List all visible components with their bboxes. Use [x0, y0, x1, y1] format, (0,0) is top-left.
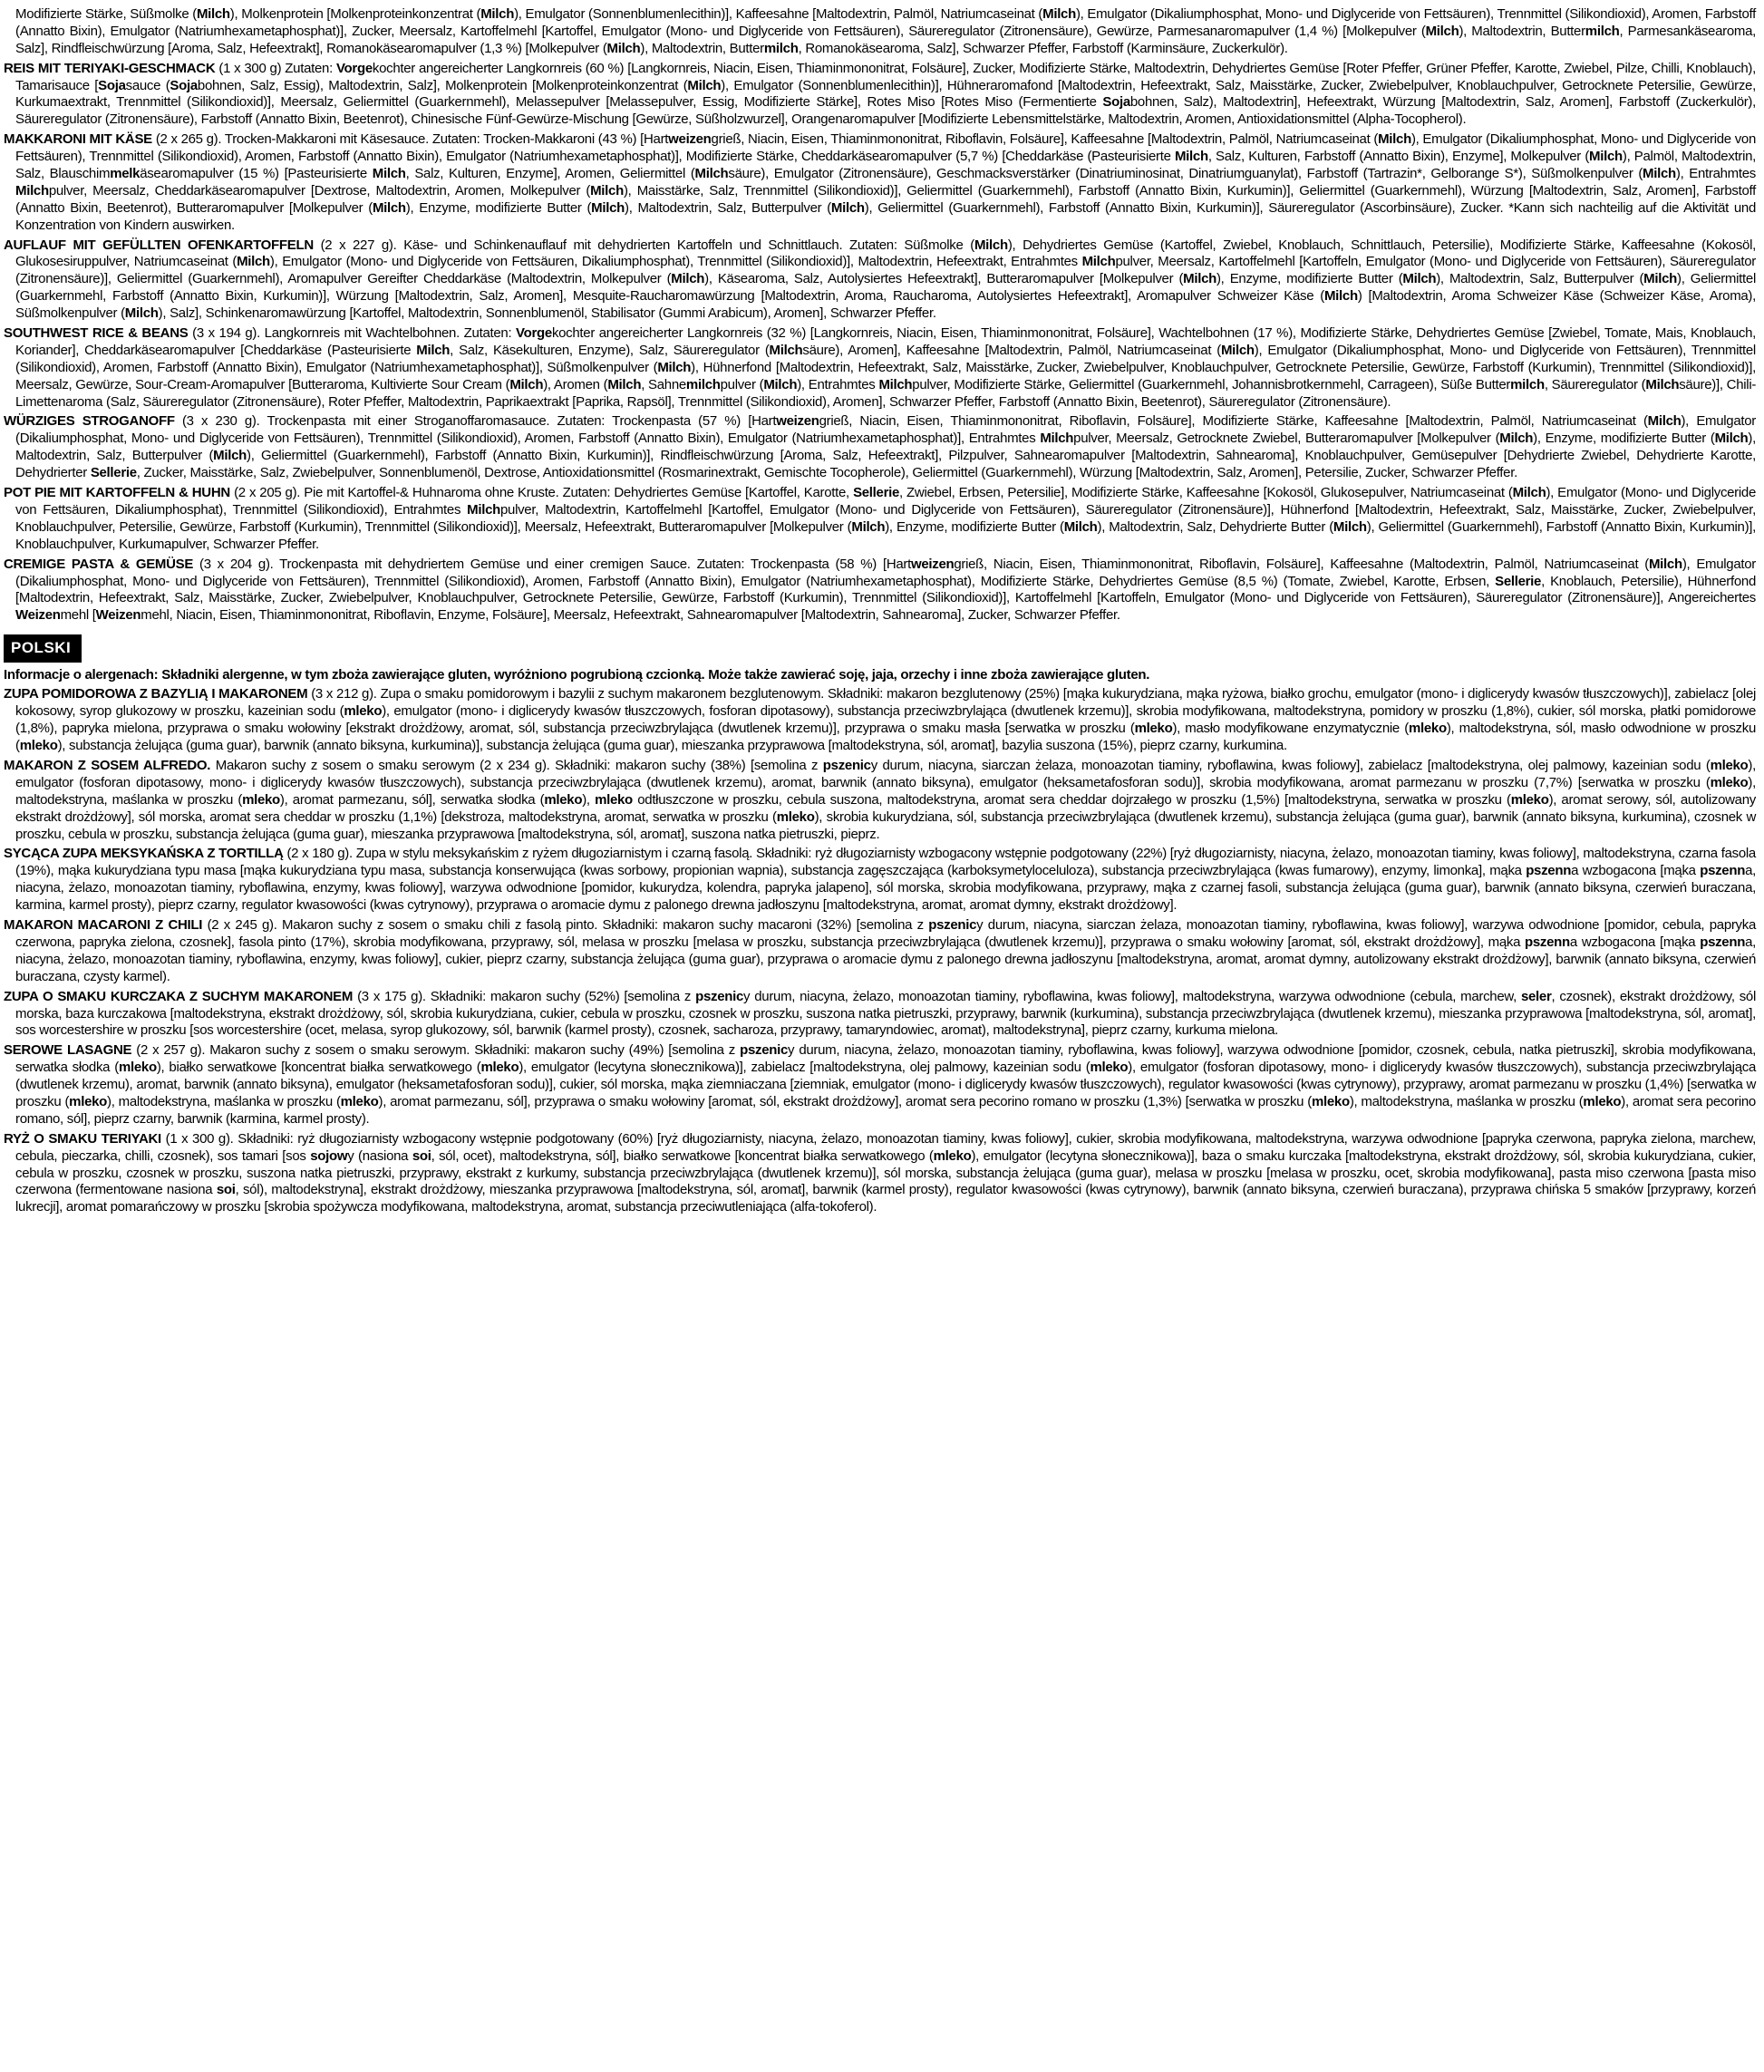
product-paragraph: [4, 485, 1756, 554]
product-title: ZUPA POMIDOROWA Z BAZYLIĄ I MAKARONEM: [4, 686, 308, 702]
product-paragraph: [4, 917, 1756, 986]
polski-language-badge-label: POLSKI: [11, 639, 72, 657]
ingredients-text: (3 x 204 g). Trockenpasta mit dehydriertem Gemüse und einer cremigen Sauce. Zutaten: Trockenpasta (58 %) [Hartweizengrieß, Niacin, Eisen, Thiaminmononitrat, Riboflavin, Folsäure], Kaffeesahne (Maltodextrin, Palmöl, Natriumcaseinat (Milch), Emulgator (Dikaliumphosphat, Mono- und Diglyceride von Fettsäuren), Trennmittel (Silikondioxid), Aromen, Farbstoff (Annatto Bixin), Emulgator (Natriumhexametaphosphat), Modifizierte Stärke, Dehydriertes Gemüse (8,5 %) (Tomate, Zwiebel, Karotte, Erbsen, Sellerie, Knoblauch, Petersilie), Hühnerfond [Maltodextrin, Hefeextrakt, Salz, Maisstärke, Zucker, Zwiebelpulver, Knoblauchpulver, Getrocknete Petersilie, Gewürze, Farbstoff (Kurkumin), Trennmittel (Silikondioxid)], Kartoffelmehl [Kartoffeln, Emulgator (Mono- und Diglyceride von Fettsäuren), Säureregulator (Zitronensäure)], Angereichertes Weizenmehl [Weizenmehl, Niacin, Eisen, Thiaminmononitrat, Riboflavin, Enzyme, Folsäure], Meersalz, Hefeextrakt, Sahnearomapulver [Maltodextrin, Sahnearoma], Zucker, Schwarzer Pfeffer.: [15, 556, 1756, 624]
ingredients-text: (3 x 212 g). Zupa o smaku pomidorowym i bazylii z suchym makaronem bezglutenowym. Składniki: makaron bezglutenowy (25%) [mąka kukurydziana, mąka ryżowa, białko grochu, emulgator (mono- i diglicerydy kwasów tłuszczowych)], zabielacz [olej kokosowy, syrop glukozowy w proszku, kazeinian sodu (mleko), emulgator (mono- i diglicerydy kwasów tłuszczowych, fosforan dipotasowy), substancja przeciwzbrylająca (dwutlenek krzemu)], skrobia modyfikowana, maltodekstryna, pomidory w proszku (1,8%), cukier, sól morska, płatki pomidorowe (1,8%), papryka mielona, przyprawa o smaku wołowiny [ekstrakt drożdżowy, aromat, sól, substancja przeciwzbrylająca (dwutlenek krzemu)], przyprawa o smaku masła [serwatka w proszku (mleko), masło modyfikowane enzymatycznie (mleko), maltodekstryna, sól, masło odwodnione w proszku (mleko), substancja żelująca (guma guar), barwnik (annato biksyna, kurkumina)], substancja żelująca (guma guar), mieszanka przyprawowa [maltodekstryna, sól, aromat], bazylia suszona (15%), pieprz czarny, kurkumina.: [15, 686, 1757, 754]
product-title: SYCĄCA ZUPA MEKSYKAŃSKA Z TORTILLĄ: [4, 846, 284, 862]
product-title: POT PIE MIT KARTOFFELN & HUHN: [4, 485, 230, 501]
product-title: ZUPA O SMAKU KURCZAKA Z SUCHYM MAKARONEM: [4, 988, 354, 1004]
german-ingredients-section: [4, 6, 1756, 625]
polski-language-badge: [4, 634, 82, 662]
product-title: MAKARON MACARONI Z CHILI: [4, 917, 203, 934]
ingredients-text: (3 x 175 g). Składniki: makaron suchy (52%) [semolina z pszenicy durum, niacyna, żelazo, monoazotan tiaminy, ryboflawina, kwas foliowy], maltodekstryna, warzywa odwodnione (cebula, marchew, seler, czosnek), ekstrakt drożdżowy, sól morska, baza kurczakowa [maltodekstryna, ekstrakt drożdżowy, sól, skrobia kukurydziana, cukier, cebula w proszku, czosnek w proszku, suszona natka pietruszki, przyprawy, barwnik (kurkumina), substancja przeciwzbrylająca (dwutlenek krzemu), mieszanka przyprawowa [maltodekstryna, sól, aromat], sos worcestershire w proszku [sos worcestershire (ocet, melasa, syrop glukozowy, sól, barwnik (karmel prosty), czosnek, sacharoza, przyprawy, tamaryndowiec, aromat), maltodekstryna], pieprz czarny, kurkuma mielona.: [15, 988, 1757, 1039]
ingredients-text: Modifizierte Stärke, Süßmolke (Milch), Molkenprotein [Molkenproteinkonzentrat (Milch), Emulgator (Sonnenblumenlecithin)], Kaffeesahne [Maltodextrin, Palmöl, Natriumcaseinat (Milch), Emulgator (Dikaliumphosphat, Mono- und Diglyceride von Fettsäuren), Trennmittel (Silikondioxid), Aromen, Farbstoff (Annatto Bixin), Emulgator (Natriumhexametaphosphat)], Zucker, Meersalz, Kartoffelmehl [Kartoffel, Emulgator (Mono- und Diglyceride von Fettsäuren), Säureregulator (Zitronensäure), Gewürze, Parmesanaromapulver (1,4 %) [Molkepulver (Milch), Maltodextrin, Buttermilch, Parmesankäsearoma, Salz], Rindfleischwürzung [Aroma, Salz, Hefeextrakt], Romanokäsearomapulver (1,3 %) [Molkepulver (Milch), Maltodextrin, Buttermilch, Romanokäsearoma, Salz], Schwarzer Pfeffer, Farbstoff (Karminsäure, Zuckerkulör).: [15, 6, 1756, 56]
ingredients-text: (2 x 227 g). Käse- und Schinkenauflauf mit dehydrierten Kartoffeln und Schnittlauch. Zutaten: Süßmolke (Milch), Dehydriertes Gemüse (Kartoffel, Zwiebel, Knoblauch, Schnittlauch, Petersilie), Modifizierte Stärke, Kaffeesahne (Kokosöl, Glukosesiruppulver, Natriumcaseinat (Milch), Emulgator (Mono- und Diglyceride von Fettsäuren, Dikaliumphosphat), Trennmittel (Silikondioxid)], Maltodextrin, Hefeextrakt, Entrahmtes Milchpulver, Meersalz, Kartoffelmehl [Kartoffeln, Emulgator (Mono- und Diglyceride von Fettsäuren), Säureregulator (Zitronensäure)], Geliermittel (Guarkernmehl), Aromapulver Gereifter Cheddarkäse (Maltodextrin, Molkepulver (Milch), Käsearoma, Salz, Autolysiertes Hefeextrakt], Butteraromapulver [Molkepulver (Milch), Enzyme, modifizierte Butter (Milch), Maltodextrin, Salz, Butterpulver (Milch), Geliermittel (Guarkernmehl, Farbstoff (Annatto Bixin, Kurkumin)], Würzung [Maltodextrin, Salz, Aromen], Mesquite-Raucharomawürzung [Maltodextrin, Aroma, Raucharoma, Autolysiertes Hefeextrakt], Aromapulver Schweizer Käse (Milch) [Maltodextrin, Aroma Schweizer Käse (Schweizer Käse, Aroma), Süßmolkenpulver (Milch), Salz], Schinkenaromawürzung [Kartoffel, Maltodextrin, Sonnenblumenöl, Stabilisator (Gummi Arabicum), Aromen], Schwarzer Pfeffer.: [15, 237, 1756, 322]
product-paragraph: [4, 1042, 1756, 1128]
ingredients-text: (3 x 230 g). Trockenpasta mit einer Stroganoffaromasauce. Zutaten: Trockenpasta (57 %) [Hartweizengrieß, Niacin, Eisen, Thiaminmononitrat, Riboflavin, Folsäure], Modifizierte Stärke, Kaffeesahne [Maltodextrin, Palmöl, Natriumcaseinat (Milch), Emulgator (Dikaliumphosphat, Mono- und Diglyceride von Fettsäuren), Trennmittel (Silikondioxid), Aromen, Farbstoff (Annatto Bixin), Emulgator (Natriumhexametaphosphat)], Entrahmtes Milchpulver, Meersalz, Getrocknete Zwiebel, Butteraromapulver [Molkepulver (Milch), Enzyme, modifizierte Butter (Milch), Maltodextrin, Salz, Butterpulver (Milch), Geliermittel (Guarkernmehl), Farbstoff (Annatto Bixin, Kurkumin)], Rindfleischwürzung [Aroma, Salz, Hefeextrakt], Pilzpulver, Sahnearomapulver [Maltodextrin, Sahnearoma], Knoblauchpulver, Gemüsepulver [Dehydrierte Zwiebel, Dehydrierte Karotte, Dehydrierter Sellerie, Zucker, Maisstärke, Salz, Zwiebelpulver, Sonnenblumenöl, Dextrose, Antioxidationsmittel (Rosmarinextrakt, Gemischte Tocopherole), Geliermittel (Guarkernmehl), Würzung [Maltodextrin, Salz, Aromen], Petersilie, Zucker, Schwarzer Pfeffer.: [15, 413, 1757, 481]
ingredients-text: (2 x 265 g). Trocken-Makkaroni mit Käsesauce. Zutaten: Trocken-Makkaroni (43 %) [Hartweizengrieß, Niacin, Eisen, Thiaminmononitrat, Riboflavin, Folsäure], Kaffeesahne [Maltodextrin, Palmöl, Natriumcaseinat (Milch), Emulgator (Dikaliumphosphat, Mono- und Diglyceride von Fettsäuren), Trennmittel (Silikondioxid), Aromen, Farbstoff (Annatto Bixin), Emulgator (Natriumhexametaphosphat)], Modifizierte Stärke, Cheddarkäsearomapulver (5,7 %) [Cheddarkäse (Pasteurisierte Milch, Salz, Kulturen, Farbstoff (Annatto Bixin), Enzyme], Molkepulver (Milch), Palmöl, Maltodextrin, Salz, Blauschimmelkäsearomapulver (15 %) [Pasteurisierte Milch, Salz, Kulturen, Enzyme], Aromen, Geliermittel (Milchsäure), Emulgator (Zitronensäure), Geschmacksverstärker (Dinatriuminosinat, Dinatriumguanylat), Farbstoff (Tartrazin*, Gelborange S*), Süßmolkenpulver (Milch), Entrahmtes Milchpulver, Meersalz, Cheddarkäsearomapulver [Dextrose, Maltodextrin, Aromen, Molkepulver (Milch), Maisstärke, Salz, Trennmittel (Silikondioxid)], Geliermittel (Guarkernmehl), Farbstoff (Annatto Bixin, Kurkumin)], Geliermittel (Guarkernmehl), Würzung [Maltodextrin, Salz, Aromen], Farbstoff (Annatto Bixin, Beetenrot), Butteraromapulver [Molkepulver (Milch), Enzyme, modifizierte Butter (Milch), Maltodextrin, Salz, Butterpulver (Milch), Geliermittel (Guarkernmehl), Farbstoff (Annatto Bixin, Kurkumin)], Säureregulator (Ascorbinsäure), Zucker. *Kann sich nachteilig auf die Aktivität und Konzentration von Kindern auswirken.: [15, 131, 1757, 233]
ingredients-text: (2 x 257 g). Makaron suchy z sosem o smaku serowym. Składniki: makaron suchy (49%) [semolina z pszenicy durum, niacyna, żelazo, monoazotan tiaminy, ryboflawina, kwas foliowy], warzywa odwodnione [pomidor, czosnek, cebula, natka pietruszki], skrobia modyfikowana, serwatka słodka (mleko), białko serwatkowe [koncentrat białka serwatkowego (mleko), emulgator (lecytyna słonecznikowa)], zabielacz [maltodekstryna, olej palmowy, kazeinian sodu (mleko), emulgator (fosforan dipotasowy, mono- i diglicerydy kwasów tłuszczowych), substancja przeciwzbrylająca (dwutlenek krzemu), aromat, barwnik (annato biksyna), emulgator (heksametafosforan sodu)], cukier, sól morska, mąka ziemniaczana [ziemniak, emulgator (mono- i diglicerydy kwasów tłuszczowych), regulator kwasowości (kwas cytrynowy), przyprawy, aromat parmezanu w proszku (1,4%) [serwatka w proszku (mleko), maltodekstryna, maślanka w proszku (mleko), aromat parmezanu, sól], przyprawa o smaku wołowiny [aromat, sól, ekstrakt drożdżowy], aromat sera pecorino romano w proszku (1,3%) [serwatka w proszku (mleko), maltodekstryna, maślanka w proszku (mleko), aromat sera pecorino romano, sól], pieprz czarny, barwnik (karmina, karmel prosty).: [15, 1042, 1756, 1127]
ingredients-text: (1 x 300 g). Składniki: ryż długoziarnisty wzbogacony wstępnie podgotowany (60%) [ryż długoziarnisty, niacyna, żelazo, monoazotan tiaminy, kwas foliowy], cukier, skrobia modyfikowana, maltodekstryna, warzywa odwodnione [papryka czerwona, papryka zielona, marchew, cebula, pieczarka, chilli, czosnek), sos tamari [sos sojowy (nasiona soi, sól, ocet), maltodekstryna, sól], białko serwatkowe [koncentrat białka serwatkowego (mleko), emulgator (lecytyna słonecznikowa)], baza o smaku kurczaka [maltodekstryna, ekstrakt drożdżowy, sól, skrobia kukurydziana, cukier, cebula w proszku, czosnek w proszku, suszona natka pietruszki, przyprawy, ekstrakt z kurkumy, substancja przeciwzbrylająca (dwutlenek krzemu)], sól morska, substancja żelująca (guma guar), melasa w proszku [melasa w proszku, ocet, skrobia modyfikowana], pasta miso czerwona [pasta miso czerwona (fermentowane nasiona soi, sól), maltodekstryna], ekstrakt drożdżowy, mieszanka przyprawowa [maltodekstryna, sól, aromat], barwnik (karmel prosty), regulator kwasowości (kwas cytrynowy), barwnik (annato biksyna, czerwień buraczana), przyprawa chińska 5 smaków [przyprawy, korzeń lukrecji], aromat pomarańczowy w proszku [skrobia spożywcza modyfikowana, maltodekstryna, aromat, substancja przeciwutleniająca (alfa-tokoferol).: [15, 1130, 1756, 1215]
ingredients-text: (1 x 300 g) Zutaten: Vorgekochter angereicherter Langkornreis (60 %) [Langkornreis, Niacin, Eisen, Thiaminmononitrat, Folsäure], Zucker, Modifizierte Stärke, Maltodextrin, Dehydriertes Gemüse [Roter Pfeffer, Grüner Pfeffer, Karotte, Zwiebel, Pilze, Chilli, Knoblauch), Tamarisauce [Sojasauce (Sojabohnen, Salz, Essig), Maltodextrin, Salz], Molkenprotein [Molkenproteinkonzentrat (Milch), Emulgator (Sonnenblumenlecithin)], Hühneraromafond [Maltodextrin, Hefeextrakt, Salz, Maisstärke, Zucker, Zwiebelpulver, Knoblauchpulver, Getrocknete Petersilie, Gewürze, Kurkumaextrakt, Trennmittel (Silikondioxid)], Meersalz, Geliermittel (Guarkernmehl), Melassepulver [Melassepulver, Essig, Modifizierte Stärke], Rotes Miso [Rotes Miso (Fermentierte Sojabohnen, Salz), Maltodextrin], Hefeextrakt, Würzung [Maltodextrin, Salz, Aromen], Farbstoff (Zuckerkulör), Säureregulator (Zitronensäure), Farbstoff (Annatto Bixin, Beetenrot), Chinesische Fünf-Gewürze-Mischung [Gewürze, Süßholzwurzel], Orangenaromapulver [Modifizierte Lebensmittelstärke, Maltodextrin, Aromen, Antioxidationsmittel (Alpha-Tocopherol).: [15, 60, 1756, 128]
ingredients-text: (2 x 245 g). Makaron suchy z sosem o smaku chili z fasolą pinto. Składniki: makaron suchy macaroni (32%) [semolina z pszenicy durum, niacyna, siarczan żelaza, monoazotan tiaminy, ryboflawina, kwas foliowy], warzywa odwodnione [pomidor, cebula, papryka czerwona, papryka zielona, czosnek], fasola pinto (17%), skrobia modyfikowana, przyprawy, sól, melasa w proszku [melasa w proszku, substancja przeciwzbrylająca (dwutlenek krzemu)], przyprawa o smaku wołowiny [aromat, sól, ekstrakt drożdżowy], mąka pszenna wzbogacona [mąka pszenna, niacyna, żelazo, monoazotan tiaminy, ryboflawina, enzymy, kwas foliowy], cukier, pieprz czarny, substancja żelująca (guma guar), przyprawa o aromacie dymu z palonego drewna jadłoszynu [maltodekstryna, aromat, aromat dymny, autolizowany ekstrakt drożdżowy], barwnik (annato biksyna, czerwień buraczana, czysty karmel).: [15, 917, 1756, 984]
ingredients-text: (3 x 194 g). Langkornreis mit Wachtelbohnen. Zutaten: Vorgekochter angereicherter Langkornreis (32 %) [Langkornreis, Niacin, Eisen, Thiaminmononitrat, Folsäure], Wachtelbohnen (17 %), Modifizierte Stärke, Dehydriertes Gemüse [Zwiebel, Tomate, Mais, Knoblauch, Koriander], Cheddarkäsearomapulver [Cheddarkäse (Pasteurisierte Milch, Salz, Käsekulturen, Enzyme), Salz, Säureregulator (Milchsäure), Aromen], Kaffeesahne [Maltodextrin, Palmöl, Natriumcaseinat (Milch), Emulgator (Dikaliumphosphat, Mono- und Diglyceride von Fettsäuren), Trennmittel (Silikondioxid), Aromen, Farbstoff (Annatto Bixin), Emulgator (Natriumhexametaphosphat)], Süßmolkenpulver (Milch), Hühnerfond [Maltodextrin, Hefeextrakt, Salz, Maisstärke, Zucker, Zwiebelpulver, Knoblauchpulver, Getrocknete Petersilie, Gewürze, Farbstoff (Kurkumin), Trennmittel (Silikondioxid)], Meersalz, Gewürze, Sour-Cream-Aromapulver [Butteraroma, Kultivierte Sour Cream (Milch), Aromen (Milch, Sahnemilchpulver (Milch), Entrahmtes Milchpulver, Modifizierte Stärke, Geliermittel (Guarkernmehl, Johannisbrotkernmehl, Carrageen), Süße Buttermilch, Säureregulator (Milchsäure)], Chili-Limettenaroma (Salz, Säureregulator (Zitronensäure), Roter Pfeffer, Maltodextrin, Paprikaextrakt [Paprika, Rapsöl], Trennmittel (Silikondioxid), Aromen], Schwarzer Pfeffer, Farbstoff (Annatto Bixin, Beetenrot), Säureregulator (Zitronensäure).: [15, 325, 1757, 410]
continued-paragraph: [4, 6, 1756, 58]
product-title: CREMIGE PASTA & GEMÜSE: [4, 556, 194, 572]
product-title: WÜRZIGES STROGANOFF: [4, 413, 175, 430]
product-paragraph: [4, 131, 1756, 234]
product-paragraph: [4, 1131, 1756, 1216]
ingredients-text: Makaron suchy z sosem o smaku serowym (2 x 234 g). Składniki: makaron suchy (38%) [semolina z pszenicy durum, niacyna, siarczan żelaza, monoazotan tiaminy, ryboflawina, kwas foliowy], zabielacz [maltodekstryna, olej palmowy, kazeinian sodu (mleko), emulgator (fosforan dipotasowy, mono- i diglicerydy kwasów tłuszczowych), substancja przeciwzbrylająca (dwutlenek krzemu), aromat, barwnik (annato biksyna), emulgator (heksametafosforan sodu)], skrobia modyfikowana, aromat parmezanu w proszku (7,7%) [serwatka w proszku (mleko), maltodekstryna, maślanka w proszku (mleko), aromat parmezanu, sól], serwatka słodka (mleko), mleko odtłuszczone w proszku, cebula suszona, maltodekstryna, aromat sera cheddar dojrzałego w proszku (1,5%) [maltodekstryna, serwatka w proszku (mleko), aromat serowy, sól, autolizowany ekstrakt drożdżowy], sól morska, aromat sera cheddar w proszku (1,1%) [dekstroza, maltodekstryna, aromat, serwatka w proszku (mleko), skrobia kukurydziana, sól, substancja przeciwzbrylająca (dwutlenek krzemu), substancja żelująca (guma guar), barwnik (annato biksyna, kurkumina), czosnek w proszku, cebula w proszku, substancja żelująca (guma guar), mieszanka przyprawowa [maltodekstryna, sól, aromat], suszona natka pietruszki, pieprz.: [15, 758, 1756, 842]
product-title: MAKARON Z SOSEM ALFREDO.: [4, 758, 211, 774]
product-paragraph: [4, 237, 1756, 323]
product-title: SOUTHWEST RICE & BEANS: [4, 325, 189, 342]
product-paragraph: [4, 758, 1756, 843]
product-title: AUFLAUF MIT GEFÜLLTEN OFENKARTOFFELN: [4, 237, 314, 253]
product-paragraph: [4, 846, 1756, 915]
ingredients-text: (2 x 180 g). Zupa w stylu meksykańskim z ryżem długoziarnistym i czarną fasolą. Składniki: ryż długoziarnisty wzbogacony wstępnie podgotowany (22%) [ryż długoziarnisty, niacyna, żelazo, monoazotan tiaminy, kwas foliowy], maltodekstryna, czarna fasola (19%), mąka kukurydziana typu masa [mąka kukurydziana typu masa, substancja konserwująca (kwas sorbowy, propionian wapnia), substancja zagęszczająca (karboksymetyloceluloza), substancja przeciwzbrylająca (kwas fumarowy), enzymy, limonka], mąka pszenna wzbogacona [mąka pszenna, niacyna, żelazo, monoazotan tiaminy, ryboflawina, enzymy, kwas foliowy], warzywa odwodnione [pomidor, kukurydza, kolendra, papryka jalapeno], sól morska, skrobia modyfikowana, przyprawy, mąka z czarnej fasoli, substancja żelująca (guma guar), barwnik (annato biksyna, czerwień buraczana, karmina, karmel prosty), pieprz czarny, regulator kwasowości (kwas cytrynowy), przyprawa o aromacie dymu z palonego drewna jadłoszynu [maltodekstryna, aromat, aromat dymny, ekstrakt drożdżowy].: [15, 846, 1756, 914]
product-paragraph: [4, 325, 1756, 411]
product-title: RYŻ O SMAKU TERIYAKI: [4, 1130, 161, 1147]
polish-ingredients-section: [4, 686, 1756, 1216]
product-title: MAKKARONI MIT KÄSE: [4, 131, 152, 148]
product-title: SEROWE LASAGNE: [4, 1042, 132, 1059]
product-paragraph: [4, 413, 1756, 482]
ingredients-text: (2 x 205 g). Pie mit Kartoffel-& Huhnaroma ohne Kruste. Zutaten: Dehydriertes Gemüse [Kartoffel, Karotte, Sellerie, Zwiebel, Erbsen, Petersilie], Modifizierte Stärke, Kaffeesahne [Kokosöl, Glukosepulver, Natriumcaseinat (Milch), Emulgator (Mono- und Diglyceride von Fettsäuren, Dikaliumphosphat), Trennmittel (Silikondioxid), Entrahmtes Milchpulver, Maltodextrin, Kartoffelmehl [Kartoffel, Emulgator (Mono- und Diglyceride von Fettsäuren), Säureregulator (Zitronensäure)], Hühnerfond [Maltodextrin, Hefeextrakt, Salz, Maisstärke, Zucker, Zwiebelpulver, Knoblauchpulver, Petersilie, Gewürze, Farbstoff (Kurkumin), Trennmittel (Silikondioxid)], Meersalz, Hefeextrakt, Butteraromapulver [Molkepulver (Milch), Enzyme, modifizierte Butter (Milch), Maltodextrin, Salz, Dehydrierte Butter (Milch), Geliermittel (Guarkernmehl), Farbstoff (Annatto Bixin, Kurkumin)], Knoblauchpulver, Kurkumapulver, Schwarzer Pfeffer.: [15, 485, 1757, 552]
product-paragraph: [4, 989, 1756, 1041]
allergen-notice: Informacje o alergenach: Składniki alergenne, w tym zboża zawierające gluten, wyróżniono pogrubioną czcionką. Może także zawierać soję, jaja, orzechy i inne zboża zawierające gluten.: [4, 666, 1150, 683]
product-title: REIS MIT TERIYAKI-GESCHMACK: [4, 60, 216, 76]
product-paragraph: [4, 557, 1756, 625]
product-paragraph: [4, 686, 1756, 755]
product-paragraph: [4, 61, 1756, 130]
